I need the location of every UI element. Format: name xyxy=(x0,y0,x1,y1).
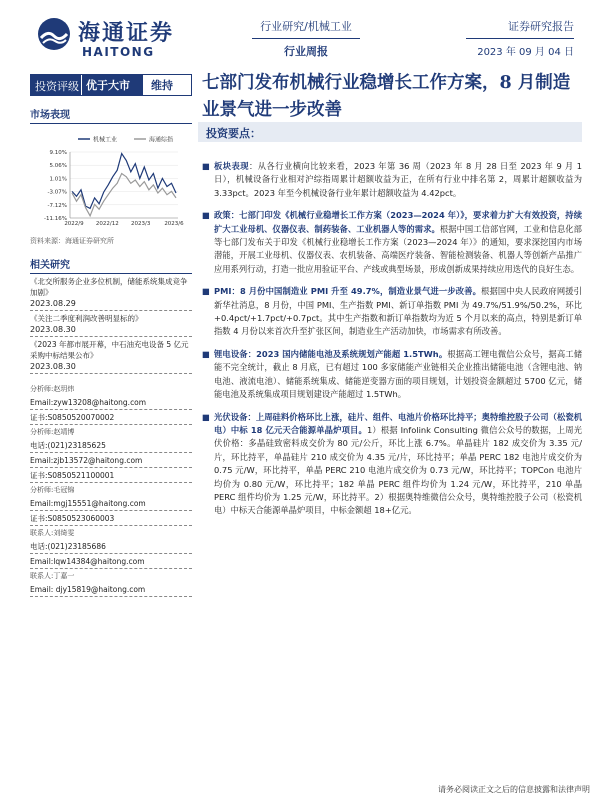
paragraph-text: 1）根据 Infolink Consulting 微信公众号的数据，上周光伏价格：多晶硅致密料成交价为 80 元/公斤，环比上涨 6.7%。单晶硅片 182 成交价为 3.35 元/片，环比持平，单晶硅片 210 成交价为 4.35 元/片，环比持平；单晶 PERC 182 电池片成交价为 0.75 元/W，环比持平，单晶 PERC 210 电池片成交价为 0.73 元/W，环比持平；TOPCon 电池片均价为 0.80 元/W，环比持平；182 单晶 PERC 组件均价为 1.24 元/W，环比持平，210 单晶 PERC 组件均价为 1.25 元/W，环比持平。2）根据奥特维微信公众号，奥特维控股子公司（松瓷机电）中标天合能源单晶炉项目，中标金额超 18+亿元。 xyxy=(214,424,583,516)
paragraph-lead: 光伏设备：上周硅料价格环比上涨，硅片、组件、电池片价格环比持平；奥特维控股子公司（松瓷机电）中标 18 亿元天合能源单晶炉项目。 xyxy=(214,411,582,435)
page-header xyxy=(0,0,600,70)
market-chart-svg xyxy=(30,132,192,232)
related-item[interactable] xyxy=(30,339,192,374)
y-tick-label: 5.06% xyxy=(49,163,67,170)
related-research-list xyxy=(30,276,192,374)
analyst-name: 联系人:刘绮雯 xyxy=(30,529,75,537)
paragraph-lead: 政策：七部门印发《机械行业稳增长工作方案（2023—2024 年）》，要求着力扩大有效投资，持续扩大工业母机、仪器仪表、制药装备、工业机器人等的需求。 xyxy=(214,210,582,234)
rating-value: 优于大市 xyxy=(81,75,143,95)
analyst-cert: 证书:S0850520070002 xyxy=(30,410,192,425)
analyst-phone: 电话:(021)23185686 xyxy=(30,539,192,554)
paragraph-lead: PMI：8 月份中国制造业 PMI 升至 49.7%，制造业景气进一步改善。 xyxy=(214,286,482,297)
logo-chinese-name: 海通证券 xyxy=(78,20,175,46)
related-item-date: 2023.08.30 xyxy=(30,324,192,337)
report-category-block xyxy=(252,18,360,59)
report-body xyxy=(202,160,582,527)
report-series: 证券研究报告 xyxy=(466,18,574,39)
sidebar xyxy=(30,74,192,597)
bullet-icon: ■ xyxy=(202,411,210,422)
analyst-email[interactable]: Email:lqw14384@haitong.com xyxy=(30,554,192,569)
paragraph-text: 根据高工锂电微信公众号，据高工储能不完全统计，截止 8 月底，已有超过 100 多家储能产业链相关企业推出储能电池（含锂电池、钠电池、液流电池）、储能系统集成、储能逆变器方面的项目规划，计划投资金额超过 5700 亿元，储能电池及系统集成项目规划建设产能超过 1.5TWh。 xyxy=(214,348,582,400)
analyst-email[interactable]: Email:mgj15551@haitong.com xyxy=(30,496,192,511)
analyst-card xyxy=(30,526,192,569)
report-type: 行业周报 xyxy=(284,45,328,58)
paragraph-text: 根据国中央人民政府网援引新华社消息，8 月份，中国 PMI、生产指数 PMI、新订单指数 PMI 为 49.7%/51.9%/50.2%，环比+0.4pct/+1.7pct/+0.7pct。其中生产指数和新订单指数均为近 5 个月以来的高点，特别是新订单指数 4 月份以来首次升至扩张区间，制造业生产活动加快，市场需求有所改善。 xyxy=(214,286,582,337)
analyst-email[interactable]: Email: djy15819@haitong.com xyxy=(30,582,192,597)
y-tick-label: -3.07% xyxy=(47,189,67,196)
y-tick-label: -11.16% xyxy=(44,216,67,222)
report-category: 行业研究/机械工业 xyxy=(252,18,360,39)
analyst-name: 联系人:丁嘉一 xyxy=(30,572,75,580)
chart-source: 资料来源：海通证券研究所 xyxy=(30,237,114,245)
paragraph-pmi xyxy=(202,285,582,339)
paragraph-lithium-equipment xyxy=(202,348,582,402)
legend-label: 机械工业 xyxy=(93,136,118,144)
analyst-cert: 证书:S0850523060003 xyxy=(30,511,192,526)
y-tick-label: 9.10% xyxy=(49,150,67,156)
series-line xyxy=(72,174,176,216)
rating-status: 维持 xyxy=(151,79,173,92)
paragraph-sector-performance xyxy=(202,160,582,200)
paragraph-lead: 锂电设备：2023 国内储能电池及系统规划产能超 1.5TWh。 xyxy=(214,348,448,359)
market-performance-title: 市场表现 xyxy=(30,106,192,124)
analyst-card xyxy=(30,382,192,425)
legend-label: 海通综指 xyxy=(149,136,174,144)
paragraph-lead: 板块表现 xyxy=(214,161,250,171)
related-item-title: 《北交所服务企业多位机制，储能系统集成竞争加剧》 xyxy=(30,277,188,297)
y-tick-label: 1.01% xyxy=(49,176,67,183)
x-tick-label: 2022/9 xyxy=(64,221,84,227)
analyst-name: 分析师:赵玥炜 xyxy=(30,385,75,393)
analyst-card xyxy=(30,425,192,483)
analyst-email[interactable]: Email:zjb13572@haitong.com xyxy=(30,453,192,468)
rating-label: 投资评级 xyxy=(31,75,81,95)
analyst-card xyxy=(30,569,192,597)
series-line xyxy=(72,154,176,209)
paragraph-policy xyxy=(202,209,582,276)
x-tick-label: 2022/12 xyxy=(95,221,119,227)
analyst-list xyxy=(30,382,192,597)
company-logo xyxy=(36,14,186,62)
investment-rating xyxy=(30,74,192,96)
analyst-name: 分析师:赵靖博 xyxy=(30,428,75,436)
report-date: 2023 年 09 月 04 日 xyxy=(477,47,574,58)
report-title: 七部门发布机械行业稳增长工作方案，8 月制造业景气进一步改善 xyxy=(202,73,571,120)
key-points-header: 投资要点： xyxy=(198,122,582,142)
analyst-phone: 电话:(021)23185625 xyxy=(30,438,192,453)
logo-english-name: HAITONG xyxy=(82,45,155,59)
haitong-logo-icon xyxy=(36,16,72,52)
analyst-name: 分析师:毛冠锦 xyxy=(30,486,75,494)
analyst-email[interactable]: Email:zyw13208@haitong.com xyxy=(30,395,192,410)
related-item[interactable] xyxy=(30,313,192,337)
analyst-cert: 证书:S0850521100001 xyxy=(30,468,192,483)
related-research-title: 相关研究 xyxy=(30,256,192,274)
paragraph-pv-equipment xyxy=(202,411,582,518)
analyst-card xyxy=(30,483,192,526)
disclaimer-footer: 请务必阅读正文之后的信息披露和法律声明 xyxy=(438,785,590,794)
report-series-block xyxy=(466,18,574,58)
related-item-date: 2023.08.30 xyxy=(30,361,192,374)
related-item-title: 《关注二季度利润改善明显标的》 xyxy=(30,314,143,323)
related-item-title: 《2023 年都市展开幕，中石油充电设备 5 亿元采购中标结果公布》 xyxy=(30,340,189,360)
y-tick-label: -7.12% xyxy=(47,202,67,209)
bullet-icon: ■ xyxy=(202,161,210,171)
paragraph-text: 根据中国工信部官网，工业和信息化部等七部门发布关于印发《机械行业稳增长工作方案（2023—2024 年）》的通知，要求深挖国内市场潜能，开展工业母机、仪器仪表、农机装备、高端医疗装备、智能检测装备、机器人等创新产品推广应用系列行动，打造一批应用验证平台、产线或典型场景，形成创新成果持续应用迭代的良好生态。 xyxy=(214,223,582,274)
x-tick-label: 2023/3 xyxy=(130,221,151,227)
bullet-icon: ■ xyxy=(202,348,210,359)
bullet-icon: ■ xyxy=(202,210,210,221)
market-performance-chart xyxy=(30,132,192,232)
bullet-icon: ■ xyxy=(202,286,210,297)
x-tick-label: 2023/6 xyxy=(164,221,184,227)
paragraph-text: ：从各行业横向比较来看，2023 年第 36 周（2023 年 8 月 28 日至 2023 年 9 月 1 日），机械设备行业相对沪综指周累计超额收益为正，在所有行业中排名第 2，周累计超额收益为 3.33pct。2023 年至今机械设备行业年累计超额收益为 4.42pct。 xyxy=(214,161,582,198)
related-item-date: 2023.08.29 xyxy=(30,298,192,311)
related-item[interactable] xyxy=(30,276,192,311)
